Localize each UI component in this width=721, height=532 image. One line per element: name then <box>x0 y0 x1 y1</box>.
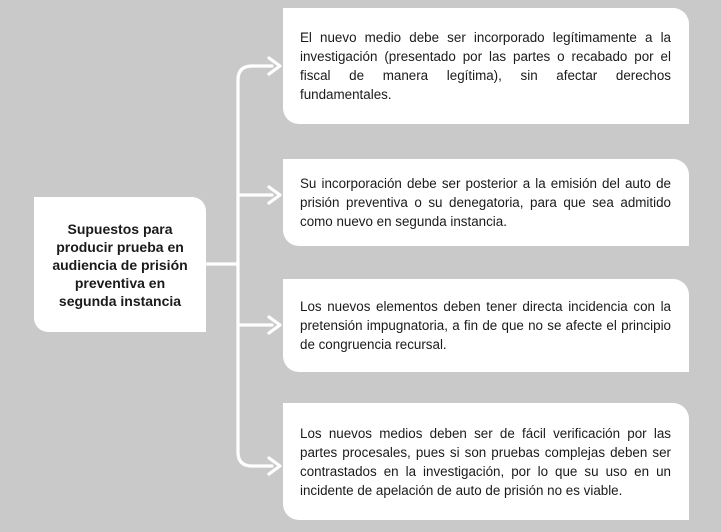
root-node <box>34 197 206 332</box>
branch-node-4 <box>283 403 689 520</box>
branch-node-4-text: Los nuevos medios deben ser de fácil verificación por las partes procesales, pues si son pruebas complejas deben ser contrastados en la investigación, por lo que su uso en un incidente de apelación de auto de prisión no es viable. <box>300 425 671 498</box>
root-node-label: Supuestos para producir prueba en audiencia de prisión preventiva en segunda instancia <box>52 220 188 309</box>
branch-node-1-text: El nuevo medio debe ser incorporado legítimamente a la investigación (presentado por las partes o recabado por el fiscal de manera legítima), sin afectar derechos fundamentales. <box>300 30 671 102</box>
branch-node-1 <box>283 8 689 124</box>
branch-node-3 <box>283 279 689 372</box>
branch-node-2 <box>283 159 689 246</box>
branch-node-2-text: Su incorporación debe ser posterior a la emisión del auto de prisión preventiva o su denegatoria, para que sea admitido como nuevo en segunda instancia. <box>300 176 671 229</box>
spine-line <box>238 66 252 466</box>
branch-node-3-text: Los nuevos elementos deben tener directa incidencia con la pretensión impugnatoria, a fin de que no se afecte el principio de congruencia recursal. <box>300 299 671 352</box>
